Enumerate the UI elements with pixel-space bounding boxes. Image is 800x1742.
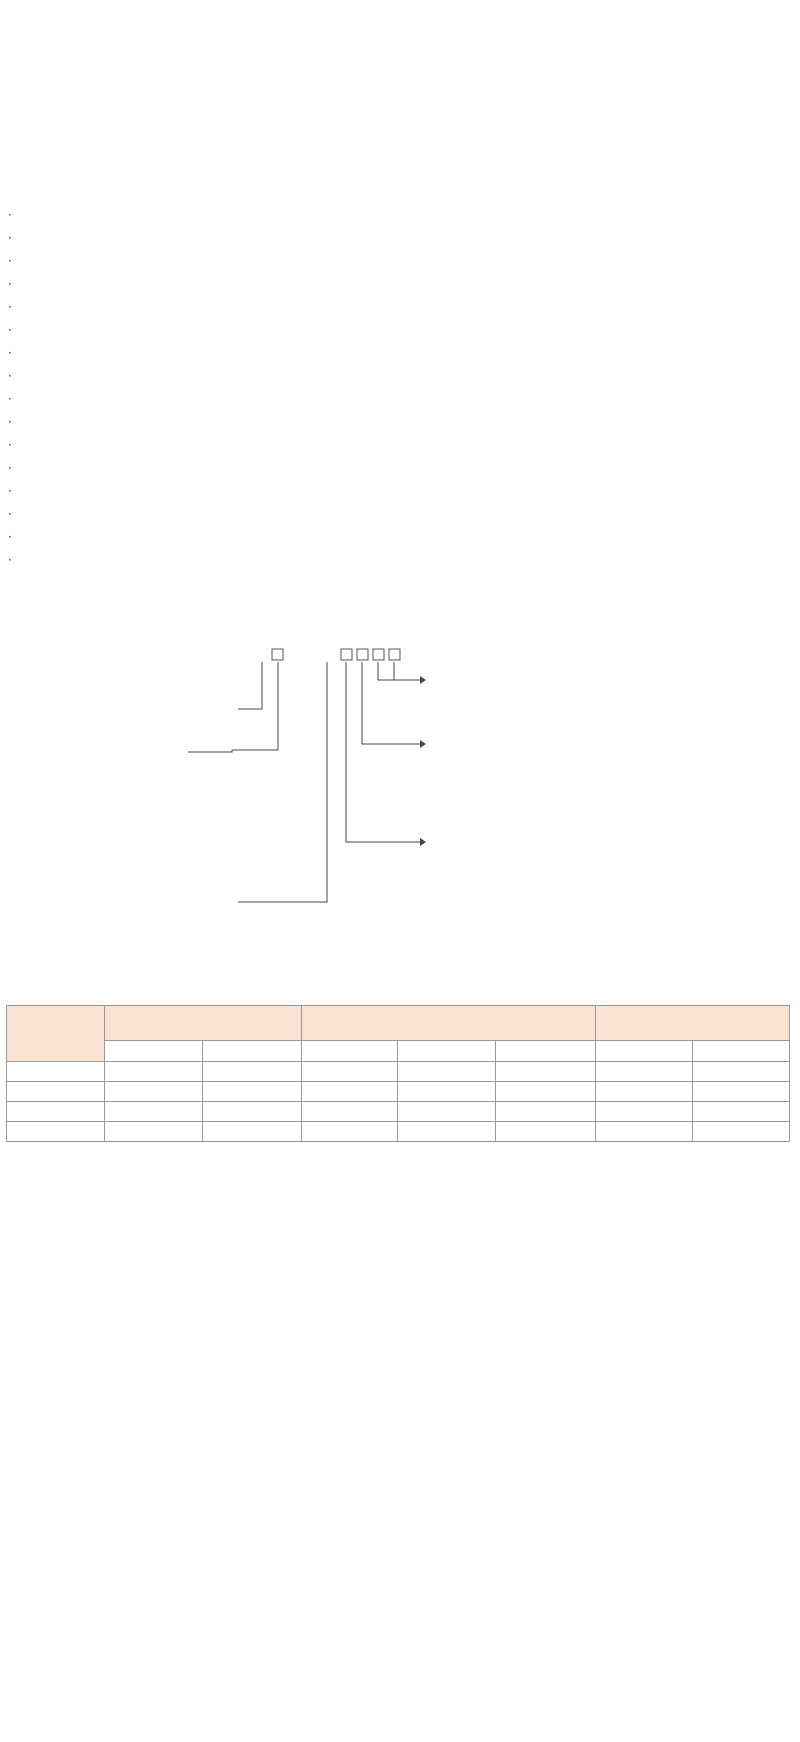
table-row	[7, 1122, 790, 1142]
spec-item	[8, 342, 708, 365]
summary-title	[8, 12, 14, 32]
tech-spec-list	[8, 204, 708, 572]
subheader	[202, 1041, 301, 1062]
model-title	[8, 622, 14, 642]
model-leader-lines	[188, 662, 420, 902]
subheader	[496, 1041, 596, 1062]
spec-item	[8, 296, 708, 319]
subheader	[693, 1041, 790, 1062]
subheader	[104, 1041, 202, 1062]
header-hole	[596, 1006, 790, 1041]
model-code-boxes	[272, 649, 400, 660]
install-title	[8, 976, 14, 996]
spec-item	[8, 250, 708, 273]
installation-table	[6, 1005, 790, 1142]
spec-item	[8, 227, 708, 250]
table-row	[7, 1062, 790, 1082]
spec-item	[8, 388, 708, 411]
subheader	[596, 1041, 693, 1062]
connection-title	[8, 1160, 14, 1180]
header-panel	[104, 1006, 301, 1041]
spec-item	[8, 411, 708, 434]
spec-item	[8, 457, 708, 480]
spec-item	[8, 434, 708, 457]
spec-item	[8, 204, 708, 227]
model-code-diagram	[0, 640, 800, 970]
spec-item	[8, 503, 708, 526]
tech-title	[8, 180, 14, 200]
subheader	[398, 1041, 496, 1062]
spec-item	[8, 365, 708, 388]
subheader	[301, 1041, 398, 1062]
table-row	[7, 1102, 790, 1122]
spec-item	[8, 480, 708, 503]
wiring-diagrams	[0, 1180, 800, 1580]
spec-item	[8, 549, 708, 572]
header-shell	[301, 1006, 596, 1041]
table-row	[7, 1082, 790, 1102]
header-model	[7, 1006, 105, 1062]
spec-item	[8, 273, 708, 296]
spec-item	[8, 319, 708, 342]
spec-item	[8, 526, 708, 549]
